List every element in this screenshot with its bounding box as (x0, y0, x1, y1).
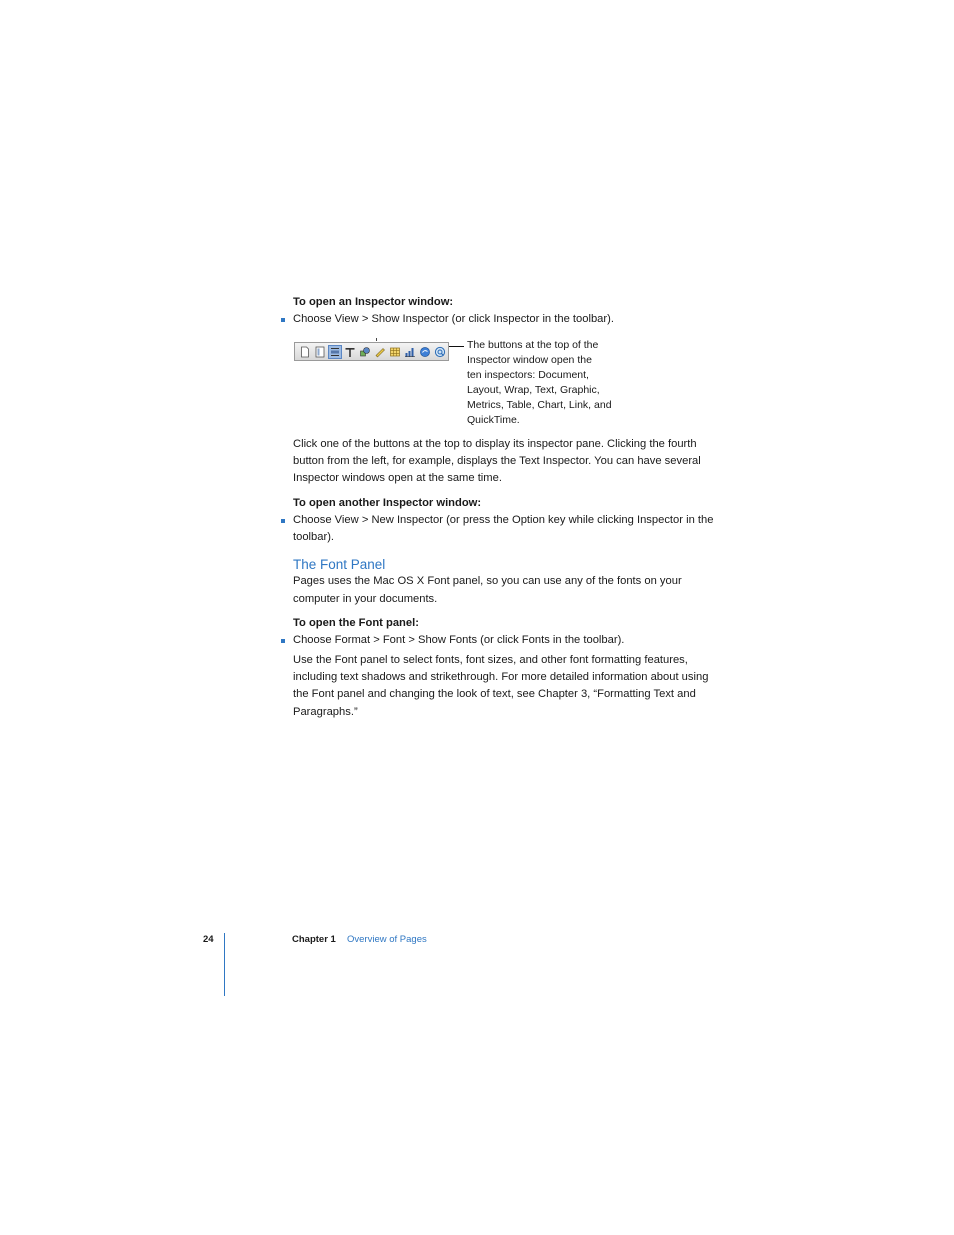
section-heading-open-inspector: To open an Inspector window: (293, 296, 454, 308)
bullet-marker (281, 519, 285, 523)
bullet-marker (281, 639, 285, 643)
document-inspector-icon (298, 345, 311, 359)
figure-caption-line: Inspector window open the (467, 354, 592, 366)
wrap-inspector-icon (328, 345, 342, 359)
paragraph-line: Use the Font panel to select fonts, font sizes, and other font formatting features, (293, 654, 688, 666)
bullet-new-inspector-cont: toolbar). (293, 531, 335, 543)
link-inspector-icon (418, 345, 431, 359)
layout-inspector-icon (313, 345, 326, 359)
quicktime-inspector-icon (433, 345, 446, 359)
bullet-new-inspector: Choose View > New Inspector (or press the Option key while clicking Inspector in the (293, 514, 714, 526)
paragraph-line: Click one of the buttons at the top to display its inspector pane. Clicking the fourth (293, 438, 697, 450)
paragraph-line: including text shadows and strikethrough. For more detailed information about using (293, 671, 709, 683)
section-heading-open-font-panel: To open the Font panel: (293, 617, 419, 629)
footer-chapter-label: Chapter 1 (292, 934, 336, 945)
page-number: 24 (203, 934, 214, 945)
paragraph-line: Paragraphs.” (293, 706, 358, 718)
footer-rule (224, 933, 225, 996)
figure-tick-mark (376, 338, 377, 341)
paragraph-line: Pages uses the Mac OS X Font panel, so you can use any of the fonts on your (293, 575, 682, 587)
callout-leader-line (449, 346, 464, 347)
bullet-marker (281, 318, 285, 322)
footer-chapter-title: Overview of Pages (347, 934, 427, 945)
bullet-show-fonts: Choose Format > Font > Show Fonts (or click Fonts in the toolbar). (293, 634, 625, 646)
font-panel-title: The Font Panel (293, 557, 386, 572)
paragraph-line: the Font panel and changing the look of text, see Chapter 3, “Formatting Text and (293, 688, 696, 700)
table-inspector-icon (388, 345, 401, 359)
paragraph-line: Inspector windows open at the same time. (293, 472, 502, 484)
text-inspector-icon (343, 345, 356, 359)
figure-caption-line: Layout, Wrap, Text, Graphic, (467, 384, 600, 396)
graphic-inspector-icon (358, 345, 371, 359)
figure-caption-line: The buttons at the top of the (467, 339, 599, 351)
chart-inspector-icon (403, 345, 416, 359)
paragraph-line: button from the left, for example, displays the Text Inspector. You can have several (293, 455, 701, 467)
bullet-show-inspector: Choose View > Show Inspector (or click Inspector in the toolbar). (293, 313, 614, 325)
figure-caption-line: ten inspectors: Document, (467, 369, 589, 381)
metrics-inspector-icon (373, 345, 386, 359)
figure-caption-line: Metrics, Table, Chart, Link, and (467, 399, 612, 411)
section-heading-open-another-inspector: To open another Inspector window: (293, 497, 482, 509)
paragraph-line: computer in your documents. (293, 593, 438, 605)
figure-caption-line: QuickTime. (467, 414, 520, 426)
inspector-toolbar (294, 342, 449, 361)
